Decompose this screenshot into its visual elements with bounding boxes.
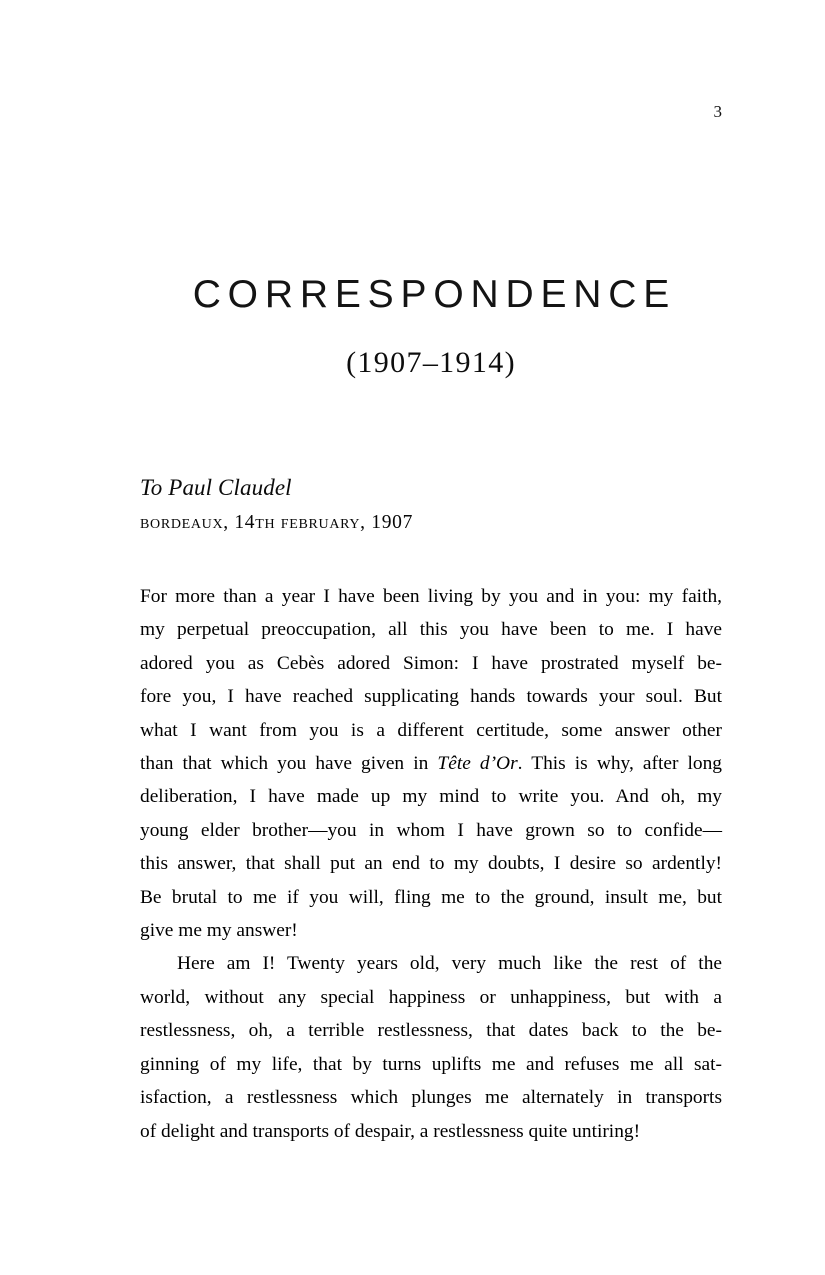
section-title: CORRESPONDENCE — [192, 273, 677, 316]
line: give me my answer! — [140, 920, 298, 942]
line: ginning of my life, that by turns uplifts me and refuses me all sat- — [140, 1053, 722, 1075]
line-suffix: . This is why, after long — [517, 753, 723, 775]
line: of delight and transports of despair, a restlessness quite untiring! — [140, 1120, 641, 1142]
line: this answer, that shall put an end to my doubts, I desire so ardently! — [140, 853, 722, 875]
line: Here am I! Twenty years old, very much like the rest of the — [177, 953, 722, 975]
page-number: 3 — [713, 102, 722, 121]
line: young elder brother—you in whom I have grown so to confide— — [140, 819, 722, 841]
letter-body — [140, 580, 722, 1148]
line: restlessness, oh, a terrible restlessness, that dates back to the be- — [140, 1020, 722, 1042]
letter-heading — [140, 474, 722, 535]
section-subtitle-date-range: (1907–1914) — [346, 346, 516, 379]
line: what I want from you is a different certitude, some answer other — [140, 719, 722, 741]
line: Be brutal to me if you will, fling me to the ground, insult me, but — [140, 886, 722, 908]
line: fore you, I have reached supplicating hands towards your soul. But — [140, 686, 722, 708]
letter-dateline: bordeaux, 14th february, 1907 — [140, 512, 414, 533]
book-title-tete-dor: Tête d’Or — [437, 753, 518, 775]
line: adored you as Cebès adored Simon: I have prostrated myself be- — [140, 652, 722, 674]
line: isfaction, a restlessness which plunges me alternately in transports — [140, 1087, 722, 1109]
line: my perpetual preoccupation, all this you have been to me. I have — [140, 619, 722, 641]
paragraph-1 — [140, 580, 722, 947]
line: world, without any special happiness or unhappiness, but with a — [140, 986, 722, 1008]
line-prefix: than that which you have given in — [140, 753, 438, 775]
text-block — [140, 0, 722, 1148]
line-with-book-title — [140, 747, 722, 780]
paragraph-2 — [140, 947, 722, 1147]
line: deliberation, I have made up my mind to write you. And oh, my — [140, 786, 722, 808]
line: For more than a year I have been living by you and in you: my faith, — [140, 586, 722, 607]
letter-recipient: To Paul Claudel — [140, 475, 292, 500]
